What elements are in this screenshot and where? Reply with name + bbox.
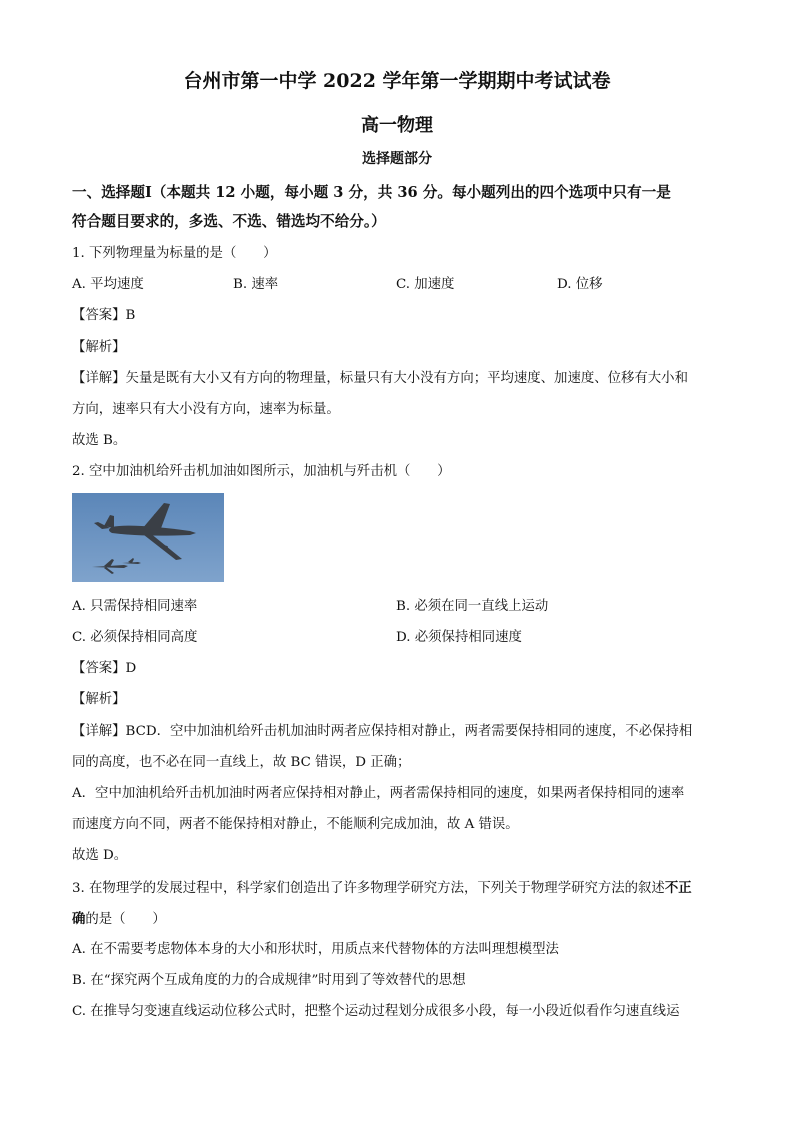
q2-detail-line4: 而速度方向不同，两者不能保持相对静止，不能顺利完成加油，故 A 错误。 (72, 817, 519, 832)
q1-analysis-label: 【解析】 (72, 340, 126, 355)
q2-option-c: C. 必须保持相同高度 (72, 630, 198, 645)
q2-detail-line3: A．空中加油机给歼击机加油时两者应保持相对静止，两者需保持相同的速度，如果两者保持相同的速率 (72, 786, 685, 801)
q3-stem-line1 (72, 879, 692, 898)
section-instruction-line1: 一、选择题Ⅰ（本题共 12 小题，每小题 3 分，共 36 分。每小题列出的四个选项中只有一是 (72, 184, 671, 201)
q1-detail-line1: 【详解】矢量是既有大小又有方向的物理量，标量只有大小没有方向；平均速度、加速度、位移有大小和 (72, 371, 688, 386)
q1-option-d: D. 位移 (557, 277, 603, 292)
q2-answer: 【答案】D (72, 661, 137, 676)
q1-option-b: B. 速率 (233, 277, 279, 292)
exam-title: 台州市第一中学 2022 学年第一学期期中考试试卷 (183, 70, 611, 92)
exam-subtitle: 高一物理 (361, 115, 433, 136)
q3-option-b: B. 在“探究两个互成角度的力的合成规律”时用到了等效替代的思想 (72, 973, 466, 988)
q3-stem-tail: 的是（ ） (85, 912, 166, 927)
refueling-aircraft-image (72, 493, 224, 582)
q3-emphasis-not-correct-2: 确 (72, 911, 86, 927)
q2-detail-line1: 【详解】BCD．空中加油机给歼击机加油时两者应保持相对静止，两者需要保持相同的速度，不必保持相 (72, 724, 693, 739)
q1-stem: 1. 下列物理量为标量的是（ ） (72, 246, 277, 261)
q3-emphasis-not-correct-1: 不正 (664, 880, 692, 896)
q2-analysis-label: 【解析】 (72, 692, 126, 707)
q2-option-d: D. 必须保持相同速度 (396, 630, 522, 645)
q3-option-a: A. 在不需要考虑物体本身的大小和形状时，用质点来代替物体的方法叫理想模型法 (72, 942, 559, 957)
q1-answer: 【答案】B (72, 308, 136, 323)
q3-stem-line2 (72, 910, 166, 929)
q1-detail-line2: 方向，速率只有大小没有方向，速率为标量。 (72, 402, 340, 417)
q1-conclusion: 故选 B。 (72, 433, 127, 448)
section-instruction-line2: 符合题目要求的，多选、不选、错选均不给分。） (72, 213, 386, 230)
q2-detail-line2: 同的高度，也不必在同一直线上，故 BC 错误，D 正确； (72, 755, 411, 770)
q1-option-c: C. 加速度 (396, 277, 455, 292)
q2-conclusion: 故选 D。 (72, 848, 128, 863)
q3-option-c: C. 在推导匀变速直线运动位移公式时，把整个运动过程划分成很多小段，每一小段近似看作匀速直线运 (72, 1004, 680, 1019)
part-heading: 选择题部分 (362, 151, 432, 167)
q2-option-b: B. 必须在同一直线上运动 (396, 599, 549, 614)
q3-stem-text: 3. 在物理学的发展过程中，科学家们创造出了许多物理学研究方法，下列关于物理学研究方法的叙述 (72, 881, 665, 896)
q2-option-a: A. 只需保持相同速率 (72, 599, 198, 614)
q2-stem: 2. 空中加油机给歼击机加油如图所示，加油机与歼击机（ ） (72, 464, 451, 479)
q1-option-a: A. 平均速度 (72, 277, 144, 292)
